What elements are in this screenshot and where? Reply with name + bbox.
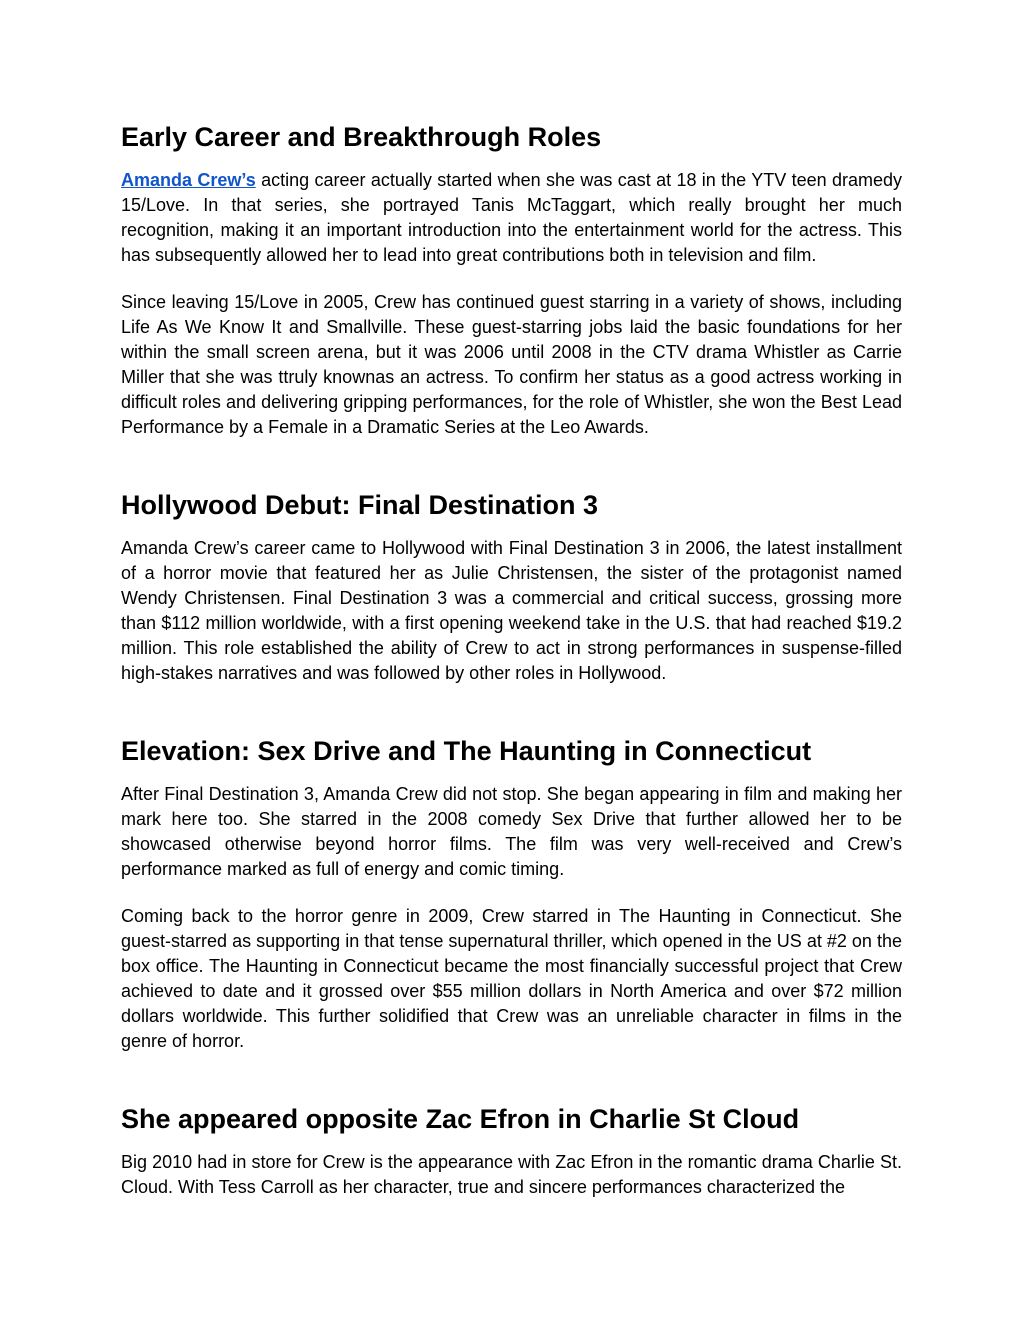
paragraph-elevation-1: After Final Destination 3, Amanda Crew did not stop. She began appearing in film and making her mark here too. She starred in the 2008 comedy Sex Drive that further allowed her to be showcased otherwise beyond horror films. The film was very well-received and Crew’s performance marked as full of energy and comic timing. xyxy=(121,784,902,879)
section-elevation xyxy=(121,734,902,1054)
paragraph-early-career-1 xyxy=(121,168,902,268)
paragraph-hollywood-debut-1: Amanda Crew’s career came to Hollywood with Final Destination 3 in 2006, the latest installment of a horror movie that featured her as Julie Christensen, the sister of the protagonist named Wendy Christensen. Final Destination 3 was a commercial and critical success, grossing more than $112 million worldwide, with a first opening weekend take in the U.S. that had reached $19.2 million. This role established the ability of Crew to act in strong performances in suspense-filled high-stakes narratives and was followed by other roles in Hollywood. xyxy=(121,538,902,683)
section-hollywood-debut xyxy=(121,488,902,686)
paragraph-early-career-2: Since leaving 15/Love in 2005, Crew has continued guest starring in a variety of shows, including Life As We Know It and Smallville. These guest-starring jobs laid the basic foundations for her within the small screen arena, but it was 2006 until 2008 in the CTV drama Whistler as Carrie Miller that she was ttruly knownas an actress. To confirm her status as a good actress working in difficult roles and delivering gripping performances, for the role of Whistler, she won the Best Lead Performance by a Female in a Dramatic Series at the Leo Awards. xyxy=(121,292,902,437)
section-charlie-st-cloud xyxy=(121,1102,902,1200)
paragraph-elevation-2: Coming back to the horror genre in 2009, Crew starred in The Haunting in Connecticut. She guest-starred as supporting in that tense supernatural thriller, which opened in the US at #2 on the box office. The Haunting in Connecticut became the most financially successful project that Crew achieved to date and it grossed over $55 million dollars in North America and over $72 million dollars worldwide. This further solidified that Crew was an unreliable character in films in the genre of horror. xyxy=(121,906,902,1051)
heading-early-career: Early Career and Breakthrough Roles xyxy=(121,122,602,152)
paragraph-charlie-st-cloud-1: Big 2010 had in store for Crew is the appearance with Zac Efron in the romantic drama Charlie St. Cloud. With Tess Carroll as her character, true and sincere performances characterized the xyxy=(121,1152,902,1197)
paragraph-early-career-1-text: acting career actually started when she was cast at 18 in the YTV teen dramedy 15/Love. In that series, she portrayed Tanis McTaggart, which really brought her much recognition, making it an important introduction into the entertainment world for the actress. This has subsequently allowed her to lead into great contributions both in television and film. xyxy=(121,170,902,265)
heading-charlie-st-cloud: She appeared opposite Zac Efron in Charlie St Cloud xyxy=(121,1104,800,1134)
amanda-crew-link[interactable]: Amanda Crew’s xyxy=(121,170,256,190)
heading-elevation: Elevation: Sex Drive and The Haunting in Connecticut xyxy=(121,736,812,766)
section-early-career xyxy=(121,120,902,440)
heading-hollywood-debut: Hollywood Debut: Final Destination 3 xyxy=(121,490,599,520)
